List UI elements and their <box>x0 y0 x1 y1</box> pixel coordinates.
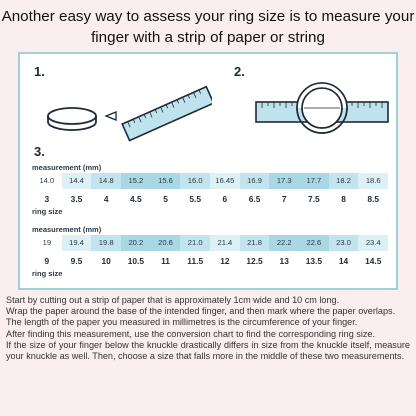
ring-icon <box>297 83 347 133</box>
ring-size-cell: 5 <box>163 194 168 204</box>
instruction-paragraph: Start by cutting out a strip of paper that is approximately 1cm wide and 10 cm long. <box>6 295 340 305</box>
ring-size-cell: 11.5 <box>187 256 204 266</box>
ring-size-cell: 6.5 <box>248 194 261 204</box>
instruction-paragraph: After finding this measurement, use the conversion chart to find the corresponding ring size. <box>6 328 375 339</box>
ring-size-cell: 8 <box>341 194 346 204</box>
instructions-text <box>6 295 410 362</box>
ring-size-cell: 11 <box>161 256 170 266</box>
step-2-number: 2. <box>234 64 245 79</box>
ring-size-row <box>32 253 388 269</box>
measurement-cell: 18.2 <box>329 173 359 189</box>
instruction-paragraph: Wrap the paper around the base of the intended finger, and then mark where the paper overlaps. <box>6 306 396 317</box>
ring-size-cell: 12.5 <box>246 256 263 266</box>
conversion-chart-2 <box>32 224 388 279</box>
ring-size-cell: 3 <box>44 194 50 204</box>
measurement-cell: 16.9 <box>240 173 270 189</box>
measurement-cell: 23.4 <box>358 235 388 251</box>
measurement-label: measurement (mm) <box>32 225 102 234</box>
ring-size-cell: 5.5 <box>189 194 202 204</box>
measurement-cell: 22.6 <box>299 235 329 251</box>
ring-on-ruler-illustration <box>252 72 392 142</box>
paper-loop-icon <box>48 108 96 130</box>
measurement-cell: 21.4 <box>210 235 240 251</box>
paper-loop-and-ruler-illustration <box>42 80 212 142</box>
measurement-cell: 18.6 <box>358 173 388 189</box>
instruction-panel <box>18 52 398 290</box>
measurement-cell: 15.2 <box>121 173 151 189</box>
ring-size-cell: 12 <box>220 256 230 266</box>
ring-size-cell: 10.5 <box>127 256 144 266</box>
ring-size-cell: 4 <box>103 194 109 204</box>
measurement-cell: 23.0 <box>329 235 359 251</box>
ring-size-cell: 14 <box>338 256 349 266</box>
ring-size-cell: 7.5 <box>308 194 320 204</box>
measurement-cell: 17.3 <box>269 173 299 189</box>
measurement-cell: 15.6 <box>151 173 181 189</box>
ring-size-label: ring size <box>32 207 63 216</box>
arrow-icon <box>106 112 116 120</box>
ring-size-cell: 9.5 <box>70 256 83 266</box>
ring-size-label: ring size <box>32 269 63 278</box>
measurement-cell: 20.2 <box>121 235 151 251</box>
measurement-cell: 21.8 <box>240 235 270 251</box>
measurement-cell: 19.8 <box>91 235 121 251</box>
measurement-cell: 14.4 <box>62 173 92 189</box>
ring-size-cell: 10 <box>101 256 111 266</box>
measurement-cell: 19 <box>32 235 62 251</box>
measurement-cell: 17.7 <box>299 173 329 189</box>
instruction-paragraph: The length of the paper you measured in millimetres is the circumference of your finger. <box>6 317 358 328</box>
ring-size-cell: 13.5 <box>305 256 323 266</box>
measurement-cell: 20.6 <box>151 235 181 251</box>
measurement-label: measurement (mm) <box>32 163 102 172</box>
ring-size-cell: 8.5 <box>367 194 380 204</box>
ring-size-cell: 4.5 <box>130 194 142 204</box>
ring-size-cell: 7 <box>281 194 287 204</box>
ring-size-cell: 9 <box>44 256 50 266</box>
conversion-chart-1 <box>32 162 388 217</box>
measurement-cell: 22.2 <box>269 235 299 251</box>
measurement-cell: 16.0 <box>180 173 210 189</box>
step-3-number: 3. <box>34 144 45 159</box>
measurement-cell: 19.4 <box>62 235 92 251</box>
page-heading: Another easy way to assess your ring size is to measure your finger with a strip of paper or string <box>1 8 415 46</box>
measurement-cell: 14.8 <box>91 173 121 189</box>
ruler-icon <box>122 87 212 141</box>
ring-size-cell: 3.5 <box>70 194 83 204</box>
measurement-cell: 14.0 <box>32 173 62 189</box>
step-1-number: 1. <box>34 64 45 79</box>
instruction-paragraph: If the size of your finger below the knuckle drastically differs in size from the knuckle itself, measure your knuckle as well. Then, choose a size that falls more in the middle of these two measurements. <box>6 339 410 362</box>
measurement-row <box>32 235 388 251</box>
measurement-cell: 21.0 <box>180 235 210 251</box>
ring-size-cell: 13 <box>279 256 289 266</box>
ring-size-row <box>32 191 388 207</box>
measurement-cell: 16.45 <box>210 173 240 189</box>
ring-size-cell: 6 <box>222 194 228 204</box>
measurement-row <box>32 173 388 189</box>
ring-size-cell: 14.5 <box>365 256 382 266</box>
